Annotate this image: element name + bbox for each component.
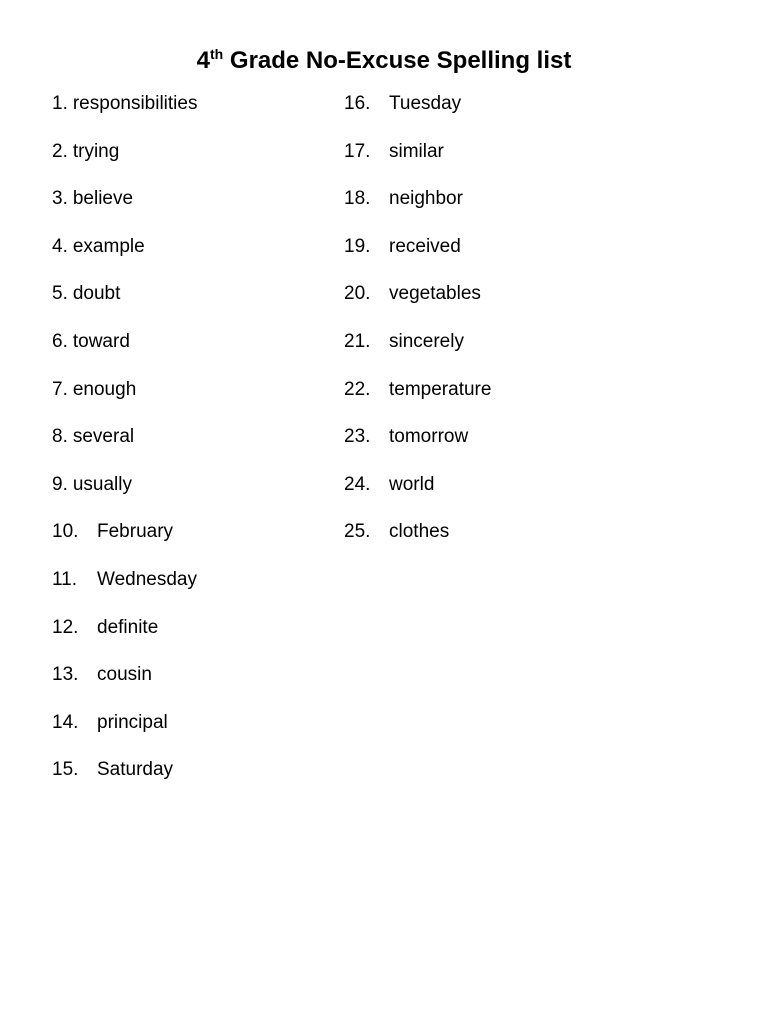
item-word: principal <box>97 711 168 733</box>
item-word: vegetables <box>389 283 481 305</box>
item-number: 1. <box>52 93 68 114</box>
item-number: 11. <box>52 568 78 590</box>
item-word: sincerely <box>389 330 464 352</box>
item-number: 19. <box>344 235 371 257</box>
item-number: 3. <box>52 188 68 210</box>
list-item <box>52 659 332 707</box>
list-item <box>52 564 332 612</box>
item-number: 18. <box>344 188 371 210</box>
item-word: believe <box>72 188 134 210</box>
item-number: 8. <box>52 426 68 448</box>
list-item <box>344 469 724 517</box>
item-number: 13. <box>52 664 79 686</box>
item-word: cousin <box>97 664 152 686</box>
list-item <box>52 88 332 136</box>
list-item <box>52 326 332 374</box>
title-text: Grade No-Excuse Spelling list <box>223 47 572 74</box>
list-item <box>344 516 724 564</box>
list-item <box>52 469 332 517</box>
list-item <box>52 374 332 422</box>
item-word: Wednesday <box>97 568 197 590</box>
list-item <box>52 231 332 279</box>
list-item <box>52 183 332 231</box>
item-word: responsibilities <box>72 93 198 114</box>
item-number: 12. <box>52 616 79 638</box>
title-superscript: th <box>210 46 224 62</box>
list-item <box>52 516 332 564</box>
list-item <box>344 278 724 326</box>
item-number: 24. <box>344 473 371 495</box>
list-item <box>52 612 332 660</box>
list-item <box>344 231 724 279</box>
list-item <box>344 183 724 231</box>
item-number: 6. <box>52 330 68 352</box>
item-number: 22. <box>344 378 371 400</box>
item-number: 20. <box>344 283 371 305</box>
item-word: temperature <box>389 378 492 400</box>
item-word: neighbor <box>389 188 463 210</box>
list-item <box>52 136 332 184</box>
item-word: toward <box>72 330 130 352</box>
item-word: tomorrow <box>389 426 469 448</box>
item-number: 2. <box>52 140 68 162</box>
list-item <box>344 326 724 374</box>
list-item <box>344 421 724 469</box>
item-number: 21. <box>344 330 371 352</box>
item-word: Saturday <box>97 759 174 781</box>
item-number: 23. <box>344 426 371 448</box>
item-word: Tuesday <box>389 93 462 114</box>
item-word: similar <box>389 140 444 162</box>
item-word: several <box>72 426 135 448</box>
list-item <box>52 278 332 326</box>
item-word: February <box>97 521 174 543</box>
item-number: 14. <box>52 711 79 733</box>
item-word: trying <box>72 140 120 162</box>
title-number: 4 <box>196 47 211 74</box>
list-item <box>344 88 724 136</box>
item-word: doubt <box>72 283 121 305</box>
item-word: enough <box>72 378 137 400</box>
item-word: definite <box>97 616 159 638</box>
item-number: 7. <box>52 378 68 400</box>
list-item <box>344 374 724 422</box>
item-word: world <box>389 473 435 495</box>
page-title <box>0 45 768 77</box>
item-number: 17. <box>344 140 371 162</box>
item-number: 15. <box>52 759 79 781</box>
list-item <box>52 421 332 469</box>
item-word: usually <box>72 473 133 495</box>
spelling-list-right-column <box>344 88 724 564</box>
item-word: clothes <box>389 521 450 543</box>
item-number: 25. <box>344 521 371 543</box>
item-number: 4. <box>52 235 68 257</box>
list-item <box>52 754 332 802</box>
item-number: 10. <box>52 521 79 543</box>
item-number: 9. <box>52 473 68 495</box>
list-item <box>344 136 724 184</box>
list-item <box>52 707 332 755</box>
item-word: received <box>389 235 461 257</box>
spelling-list-left-column <box>52 88 332 802</box>
item-number: 16. <box>344 93 371 114</box>
item-number: 5. <box>52 283 68 305</box>
item-word: example <box>72 235 145 257</box>
